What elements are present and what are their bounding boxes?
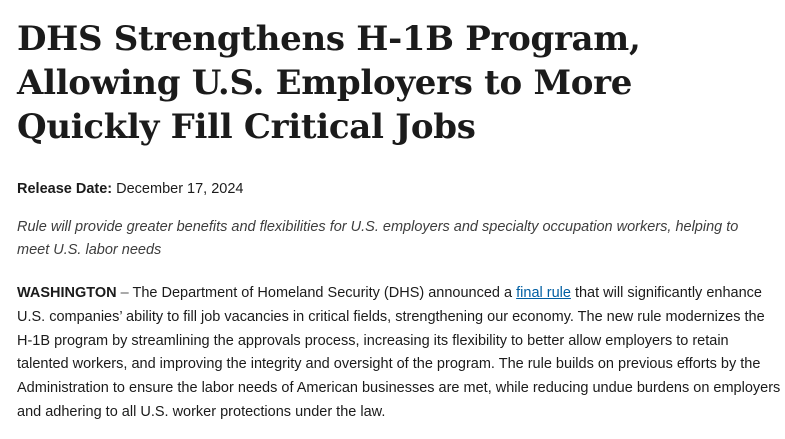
dateline-dash: – [116,285,133,301]
dateline: WASHINGTON [17,285,117,301]
article [17,0,781,420]
release-date-value: December 17, 2024 [116,181,244,197]
final-rule-link[interactable]: final rule [516,285,571,301]
release-date-label: Release Date: [17,181,113,197]
body-text-lead: The Department of Homeland Security (DHS) announced a [132,285,517,301]
article-subtitle: Rule will provide greater benefits and flexibilities for U.S. employers and specialty occupation workers, helping to meet U.S. labor needs [17,219,739,258]
release-date-line [17,180,244,198]
page-title: DHS Strengthens H-1B Program, Allowing U.S. Employers to More Quickly Fill Critical Jobs [17,19,641,147]
article-body [17,282,782,425]
body-text-rest: that will significantly enhance U.S. companies’ ability to fill job vacancies in critical fields, strengthening our economy. The new rule modernizes the H-1B program by streamlining the approvals process, increasing its flexibility to better allow employers to retain talented workers, and improving the integrity and oversight of the program. The rule builds on previous efforts by the Administration to ensure the labor needs of American businesses are met, while reducing undue burdens on employers and adhering to all U.S. worker protections under the law. [17,285,781,420]
